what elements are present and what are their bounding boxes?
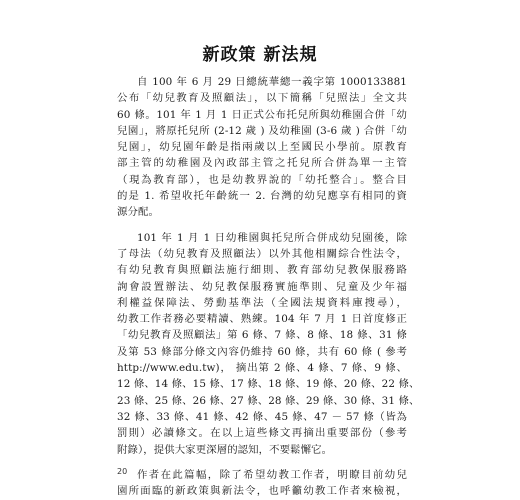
paragraph-line: 及第 53 條部分條文內容仍維持 60 條，共有 60 條 ( 參考 <box>117 345 407 358</box>
paragraph-line: 101 年 1 月 1 日幼稚園與托兒所合併成幼兒園後，除 <box>137 231 407 244</box>
paragraph-line: 詢會設置辦法、幼兒教保服務實施準則、兒童及少年福 <box>117 280 407 293</box>
paragraph-line: 作者在此篇幅，除了希望幼教工作者，明瞭目前幼兒 <box>137 468 407 481</box>
paragraph-line: 兒園」，將原托兒所 (2-12 歲 ) 及幼稚園 (3-6 歲 ) 合併「幼 <box>117 124 407 137</box>
paragraph-line: 附錄），提供大家更深層的認知，不要鬆懈它。 <box>117 443 333 456</box>
paragraph-1 <box>117 74 407 221</box>
paragraph-line: 兒園」，幼兒園年齡是指兩歲以上至國民小學前。原教育 <box>117 141 407 154</box>
paragraph-2 <box>117 230 420 458</box>
paragraph-line: 23 條、25 條、26 條、27 條、28 條、29 條、30 條、31 條、 <box>117 394 420 407</box>
paragraph-line: 利權益保障法、勞動基準法（全國法規資料庫搜尋）， <box>117 296 407 309</box>
paragraph-line: 的是 1. 希望收托年齡統一 2. 台灣的幼兒應享有相同的資 <box>117 190 407 203</box>
body-text <box>117 74 420 499</box>
paragraph-line: （現為教育部），也是幼教界說的「幼托整合」。整合目 <box>117 173 407 186</box>
paragraph-line: 幼教工作者務必要精讀、熟練。104 年 7 月 1 日首度修正 <box>117 313 407 326</box>
paragraph-line: 60 條。101 年 1 月 1 日正式公布托兒所與幼稚園合併「幼 <box>117 108 407 121</box>
paragraph-line: 有幼兒教育與照顧法施行細則、教育部幼兒教保服務路 <box>117 264 407 277</box>
page-title: 新政策 新法規 <box>202 45 318 65</box>
paragraph-line: 了母法（幼兒教育及照顧法）以外其他相關綜合性法令， <box>117 247 407 260</box>
paragraph-line: 12 條、14 條、15 條、17 條、18 條、19 條、20 條、22 條、 <box>117 378 420 391</box>
paragraph-line: 罰則）必讀條文。在以上這些條文再摘出重要部份（參考 <box>117 427 407 440</box>
paragraph-3 <box>117 467 407 500</box>
paragraph-line: http://www.edu.tw)， 摘出第 2 條、4 條、7 條、9 條、 <box>117 362 407 375</box>
paragraph-line: 32 條、33 條、41 條、42 條、45 條、47 － 57 條（皆為 <box>117 410 407 423</box>
paragraph-line: 園所面臨的新政策與新法令，也呼籲幼教工作者來檢視， <box>117 485 407 498</box>
paragraph-line: 源分配。 <box>117 206 159 219</box>
paragraph-line: 部主管的幼稚園及內政部主管之托兒所合併為單一主管 <box>117 157 407 170</box>
paragraph-line: 自 100 年 6 月 29 日總統華總一義字第 1000133881 <box>137 76 407 88</box>
paragraph-line: 公布「幼兒教育及照顧法」，以下簡稱「兒照法」全文共 <box>117 92 407 105</box>
page-number: 20 <box>117 467 128 476</box>
paragraph-line: 「幼兒教育及照顧法」第 6 條、7 條、8 條、18 條、31 條 <box>117 329 407 342</box>
